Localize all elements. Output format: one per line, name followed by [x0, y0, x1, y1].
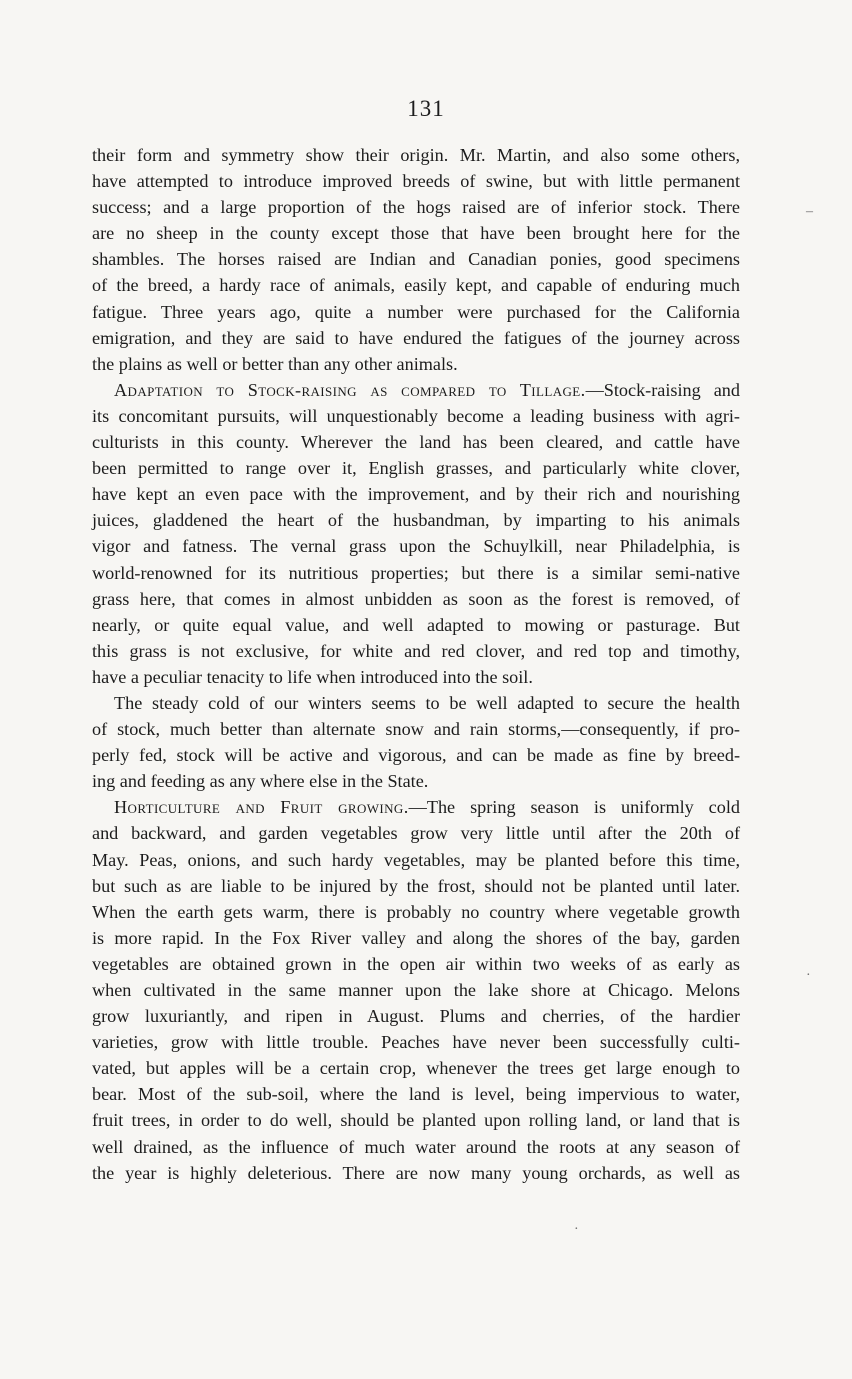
- text-fragment: —The spring season is uniformly cold: [408, 797, 740, 818]
- text-line: success; and a large proportion of the hogs raised are of inferior stock. There: [92, 197, 740, 218]
- text-line: have a peculiar tenacity to life when introduced into the soil.: [92, 666, 533, 687]
- text-line: perly fed, stock will be active and vigorous, and can be made as fine by breed-: [92, 745, 740, 766]
- paragraph-livestock: [92, 142, 740, 377]
- text-line: grass here, that comes in almost unbidden as soon as the forest is removed, of: [92, 588, 740, 609]
- text-line: When the earth gets warm, there is probably no country where vegetable growth: [92, 901, 740, 922]
- paragraph-stock-raising: [92, 377, 740, 690]
- page-number: 131: [407, 96, 445, 121]
- text-line: juices, gladdened the heart of the husbandman, by imparting to his animals: [92, 510, 740, 531]
- text-line: bear. Most of the sub-soil, where the land is level, being impervious to water,: [92, 1084, 740, 1105]
- paragraph-winters: [92, 690, 740, 794]
- text-line: grow luxuriantly, and ripen in August. Plums and cherries, of the hardier: [92, 1006, 740, 1027]
- text-line: nearly, or quite equal value, and well adapted to mowing or pasturage. But: [92, 614, 740, 635]
- margin-dash-mark: –: [806, 204, 813, 219]
- text-line: The steady cold of our winters seems to be well adapted to secure the health: [114, 692, 740, 713]
- ink-dot: ·: [574, 1222, 579, 1237]
- text-line: culturists in this county. Wherever the land has been cleared, and cattle have: [92, 432, 740, 453]
- text-line: this grass is not exclusive, for white and red clover, and red top and timothy,: [92, 640, 740, 661]
- margin-ink-speck: ·: [806, 968, 811, 983]
- text-line: world-renowned for its nutritious properties; but there is a similar semi-native: [92, 562, 740, 583]
- page-body: [92, 142, 740, 1186]
- text-line: when cultivated in the same manner upon the lake shore at Chicago. Melons: [92, 980, 740, 1000]
- paragraph-horticulture: [92, 794, 740, 1185]
- text-line: and backward, and garden vegetables grow very little until after the 20th of: [92, 823, 740, 844]
- text-line: of stock, much better than alternate snow and rain storms,—consequently, if pro-: [92, 719, 740, 740]
- text-line: varieties, grow with little trouble. Peaches have never been successfully culti-: [92, 1032, 740, 1053]
- text-line: [92, 794, 740, 820]
- text-line: emigration, and they are said to have endured the fatigues of the journey across: [92, 327, 740, 348]
- text-line: are no sheep in the county except those that have been brought here for the: [92, 223, 740, 244]
- text-line: vigor and fatness. The vernal grass upon the Schuylkill, near Philadelphia, is: [92, 536, 740, 557]
- text-line: its concomitant pursuits, will unquestionably become a leading business with agri-: [92, 405, 740, 426]
- text-line: [92, 377, 740, 403]
- text-fragment: —Stock-raising and: [585, 379, 740, 400]
- text-line: is more rapid. In the Fox River valley and along the shores of the bay, garden: [92, 927, 740, 948]
- text-line: their form and symmetry show their origin. Mr. Martin, and also some others,: [92, 145, 740, 165]
- text-line: vated, but apples will be a certain crop, whenever the trees get large enough to: [92, 1058, 740, 1079]
- text-line: well drained, as the influence of much water around the roots at any season of: [92, 1136, 740, 1157]
- text-line: been permitted to range over it, English grasses, and particularly white clover,: [92, 458, 740, 479]
- section-heading-stock-raising: Adaptation to Stock-raising as compared to Tillage.: [114, 379, 586, 400]
- text-line: of the breed, a hardy race of animals, easily kept, and capable of enduring much: [92, 275, 740, 296]
- text-line: but such as are liable to be injured by the frost, should not be planted until later.: [92, 875, 740, 896]
- text-line: have kept an even pace with the improvement, and by their rich and nourishing: [92, 484, 740, 505]
- text-line: the year is highly deleterious. There are now many young orchards, as well as: [92, 1162, 740, 1183]
- text-line: have attempted to introduce improved breeds of swine, but with little permanent: [92, 171, 740, 192]
- section-heading-horticulture: Horticulture and Fruit growing.: [114, 797, 409, 818]
- text-line: May. Peas, onions, and such hardy vegetables, may be planted before this time,: [92, 849, 740, 870]
- text-line: fruit trees, in order to do well, should be planted upon rolling land, or land that is: [92, 1110, 740, 1131]
- text-line: ing and feeding as any where else in the State.: [92, 771, 429, 792]
- text-line: shambles. The horses raised are Indian and Canadian ponies, good specimens: [92, 249, 740, 270]
- text-line: vegetables are obtained grown in the open air within two weeks of as early as: [92, 953, 740, 974]
- text-line: the plains as well or better than any other animals.: [92, 353, 458, 374]
- text-line: fatigue. Three years ago, quite a number were purchased for the California: [92, 301, 740, 322]
